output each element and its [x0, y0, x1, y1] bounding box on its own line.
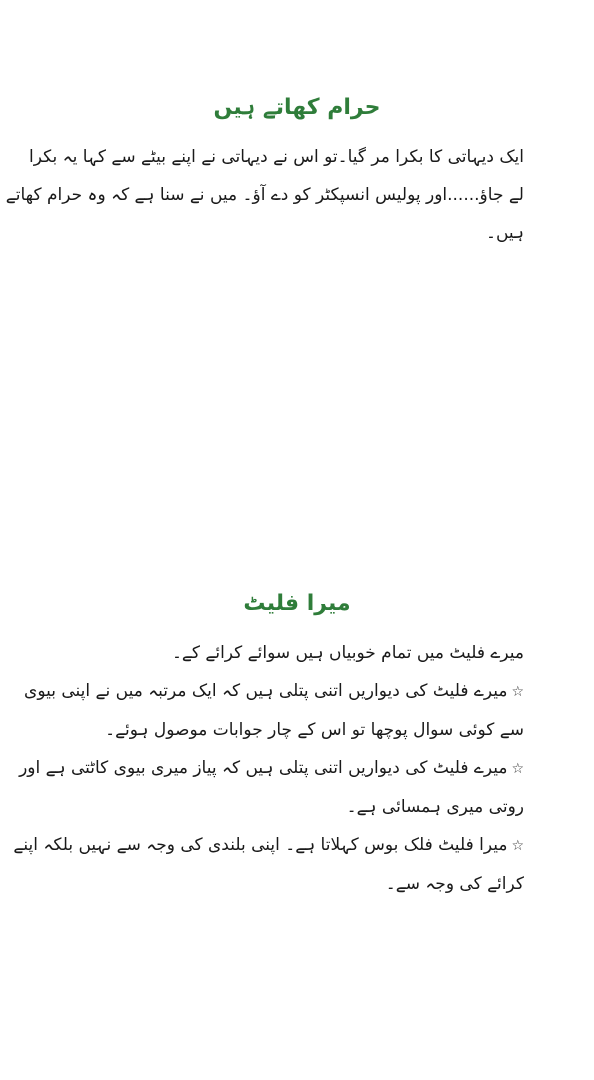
paragraph-line: ایک دیہاتی کا بکرا مر گیا۔تو اس نے دیہاتی نے اپنے بیٹے سے کہا یہ بکرا: [29, 147, 524, 167]
item-first-line: [24, 672, 524, 711]
item-text: میرے فلیٹ کی دیواریں اتنی پتلی ہیں کہ پیاز میری بیوی کاٹتی ہے اور: [19, 758, 508, 778]
list-item: [13, 826, 524, 903]
item-second-line: کرائے کی وجہ سے۔: [385, 874, 524, 894]
section-title: حرام کھاتے ہیں: [213, 95, 381, 120]
joke-paragraph: [5, 138, 524, 252]
star-icon: ☆: [511, 838, 524, 854]
paragraph-line: لے جاؤ......اور پولیس انسپکٹر کو دے آؤ۔ میں نے سنا ہے کہ وہ حرام کھاتے: [5, 185, 524, 205]
joke-section-flat: [13, 588, 524, 903]
paragraph-line: ہیں۔: [486, 223, 524, 243]
list-item: [19, 749, 524, 826]
star-icon: ☆: [511, 761, 524, 777]
list-item: [24, 672, 524, 749]
item-first-line: [13, 826, 524, 865]
item-first-line: [19, 749, 524, 788]
item-text: میرا فلیٹ فلک بوس کہلاتا ہے۔ اپنی بلندی کی وجہ سے نہیں بلکہ اپنے: [13, 835, 508, 855]
star-icon: ☆: [511, 684, 524, 700]
joke-section-haram: [5, 92, 524, 252]
item-text: میرے فلیٹ کی دیواریں اتنی پتلی ہیں کہ ایک مرتبہ میں نے اپنی بیوی: [24, 681, 508, 701]
item-second-line: روتی میری ہمسائی ہے۔: [346, 797, 524, 817]
item-second-line: سے کوئی سوال پوچھا تو اس کے چار جوابات موصول ہوئے۔: [105, 720, 524, 740]
intro-line: میرے فلیٹ میں تمام خوبیاں ہیں سوائے کرائے کے۔: [171, 643, 524, 663]
section-title: میرا فلیٹ: [243, 591, 351, 616]
